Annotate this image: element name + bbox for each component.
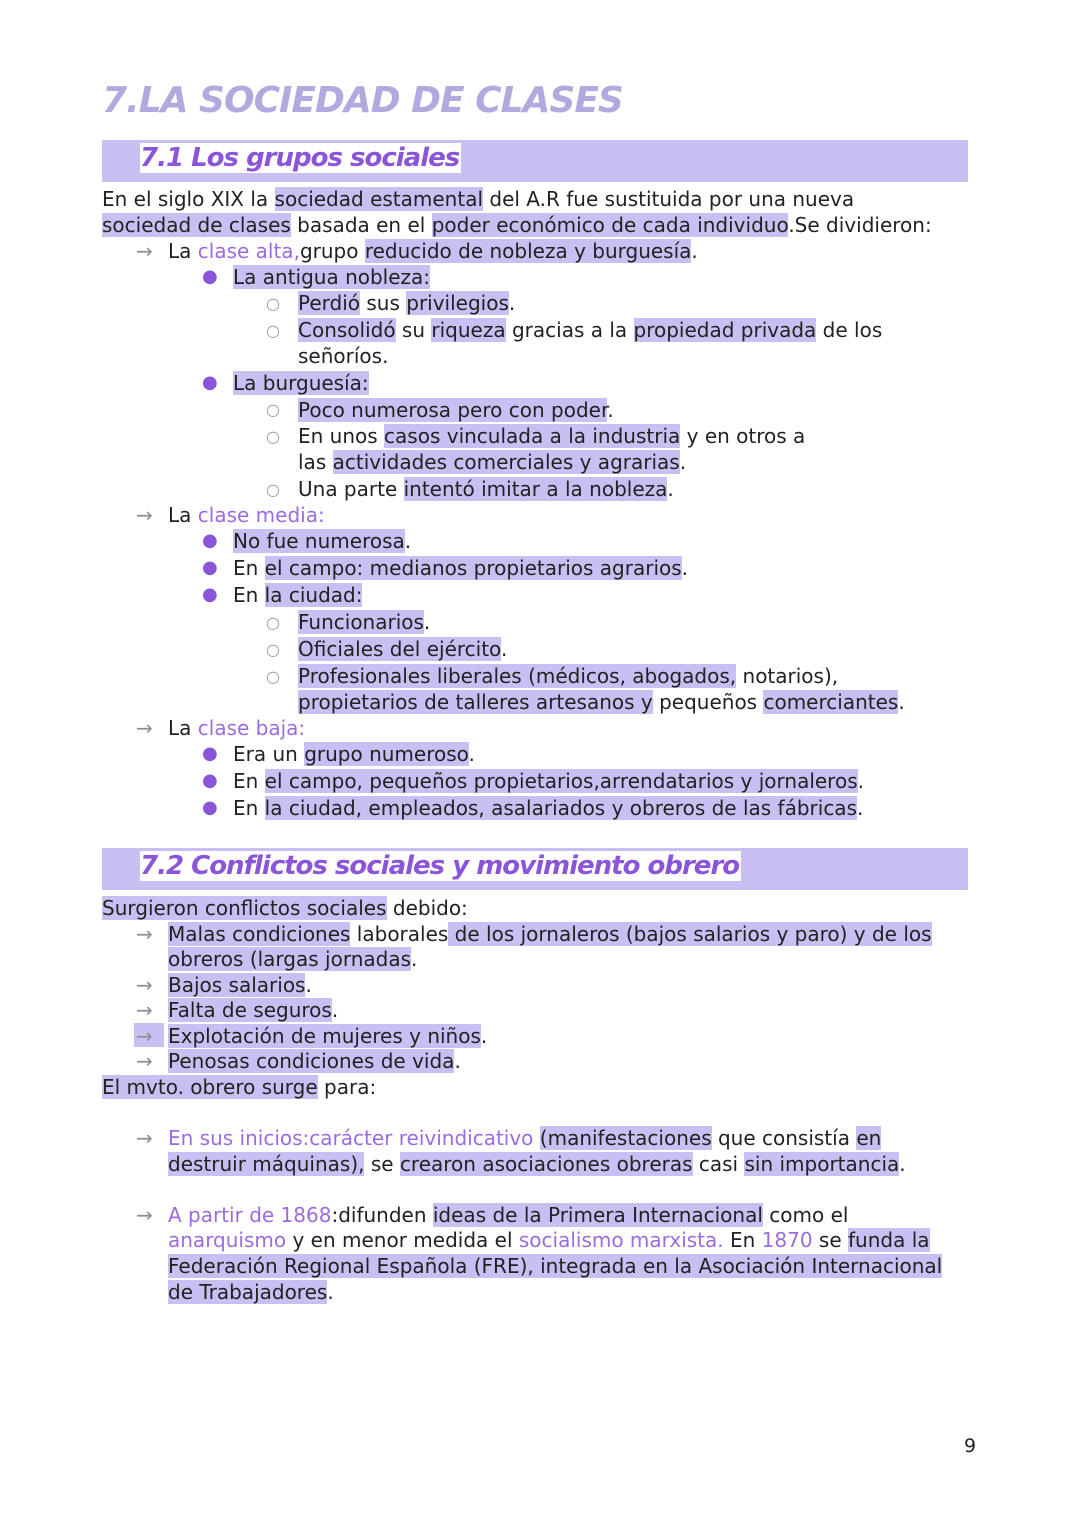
- arrow-icon: →: [136, 1024, 153, 1048]
- list-item: En la ciudad, empleados, asalariados y obreros de las fábricas.: [233, 796, 864, 820]
- list-item: Una parte intentó imitar a la nobleza.: [298, 477, 674, 501]
- page-title: 7.LA SOCIEDAD DE CLASES: [102, 80, 623, 121]
- arrow-icon: →: [136, 973, 153, 997]
- list-item: Consolidó su riqueza gracias a la propiedad privada de los: [298, 318, 883, 342]
- list-item-cont: de Trabajadores.: [168, 1280, 334, 1304]
- intro-line-1: En el siglo XIX la sociedad estamental del A.R fue sustituida por una nueva: [102, 187, 855, 211]
- list-item: Era un grupo numeroso.: [233, 742, 475, 766]
- list-item: En el campo, pequeños propietarios,arrendatarios y jornaleros.: [233, 769, 864, 793]
- circle-bullet-icon: ○: [266, 427, 280, 446]
- list-item: Funcionarios.: [298, 610, 431, 634]
- arrow-icon: →: [136, 716, 153, 740]
- arrow-icon: →: [136, 1049, 153, 1073]
- bullet-icon: ●: [202, 770, 218, 791]
- list-item: No fue numerosa.: [233, 529, 412, 553]
- clase-baja: La clase baja:: [168, 716, 306, 740]
- list-item: En el campo: medianos propietarios agrarios.: [233, 556, 689, 580]
- circle-bullet-icon: ○: [266, 480, 280, 499]
- bullet-icon: ●: [202, 743, 218, 764]
- list-item-cont: anarquismo y en menor medida el socialismo marxista. En 1870 se funda la: [168, 1228, 930, 1252]
- list-item: A partir de 1868:difunden ideas de la Primera Internacional como el: [168, 1203, 849, 1227]
- bullet-icon: ●: [202, 372, 218, 393]
- circle-bullet-icon: ○: [266, 640, 280, 659]
- s2-intro: Surgieron conflictos sociales debido:: [102, 896, 468, 920]
- section-heading-7-2: 7.2 Conflictos sociales y movimiento obrero: [140, 851, 740, 881]
- bullet-icon: ●: [202, 557, 218, 578]
- arrow-icon: →: [136, 503, 153, 527]
- arrow-icon: →: [136, 922, 153, 946]
- circle-bullet-icon: ○: [266, 613, 280, 632]
- clase-alta: La clase alta,grupo reducido de nobleza y burguesía.: [168, 239, 698, 263]
- list-item-cont: Federación Regional Española (FRE), integrada en la Asociación Internacional: [168, 1254, 943, 1278]
- bullet-icon: ●: [202, 530, 218, 551]
- bullet-icon: ●: [202, 797, 218, 818]
- arrow-icon: →: [136, 998, 153, 1022]
- arrow-icon: →: [136, 1203, 153, 1227]
- circle-bullet-icon: ○: [266, 400, 280, 419]
- list-item-cont: obreros (largas jornadas.: [168, 947, 418, 971]
- list-item: La burguesía:: [233, 371, 369, 395]
- list-item-cont: las actividades comerciales y agrarias.: [298, 450, 687, 474]
- list-item-cont: destruir máquinas), se crearon asociaciones obreras casi sin importancia.: [168, 1152, 906, 1176]
- arrow-icon: →: [136, 1126, 153, 1150]
- circle-bullet-icon: ○: [266, 667, 280, 686]
- list-item: Malas condiciones laborales de los jornaleros (bajos salarios y paro) y de los: [168, 922, 932, 946]
- list-item: En la ciudad:: [233, 583, 363, 607]
- intro-line-2: sociedad de clases basada en el poder económico de cada individuo.Se dividieron:: [102, 213, 932, 237]
- page-number: 9: [964, 1435, 977, 1457]
- list-item: Profesionales liberales (médicos, abogados, notarios),: [298, 664, 839, 688]
- list-item: Falta de seguros.: [168, 998, 339, 1022]
- list-item: Penosas condiciones de vida.: [168, 1049, 461, 1073]
- list-item: Explotación de mujeres y niños.: [168, 1024, 488, 1048]
- list-item-cont: propietarios de talleres artesanos y pequeños comerciantes.: [298, 690, 905, 714]
- clase-media: La clase media:: [168, 503, 325, 527]
- list-item: En sus inicios:carácter reivindicativo (manifestaciones que consistía en: [168, 1126, 882, 1150]
- list-item: Perdió sus privilegios.: [298, 291, 516, 315]
- list-item-cont: señoríos.: [298, 344, 389, 368]
- section-heading-7-1: 7.1 Los grupos sociales: [140, 143, 460, 173]
- mvto-intro: El mvto. obrero surge para:: [102, 1075, 377, 1099]
- arrow-icon: →: [136, 239, 153, 263]
- list-item: En unos casos vinculada a la industria y en otros a: [298, 424, 806, 448]
- circle-bullet-icon: ○: [266, 294, 280, 313]
- list-item: Oficiales del ejército.: [298, 637, 508, 661]
- list-item: Poco numerosa pero con poder.: [298, 398, 614, 422]
- list-item: Bajos salarios.: [168, 973, 312, 997]
- bullet-icon: ●: [202, 584, 218, 605]
- circle-bullet-icon: ○: [266, 321, 280, 340]
- list-item: La antigua nobleza:: [233, 265, 431, 289]
- bullet-icon: ●: [202, 266, 218, 287]
